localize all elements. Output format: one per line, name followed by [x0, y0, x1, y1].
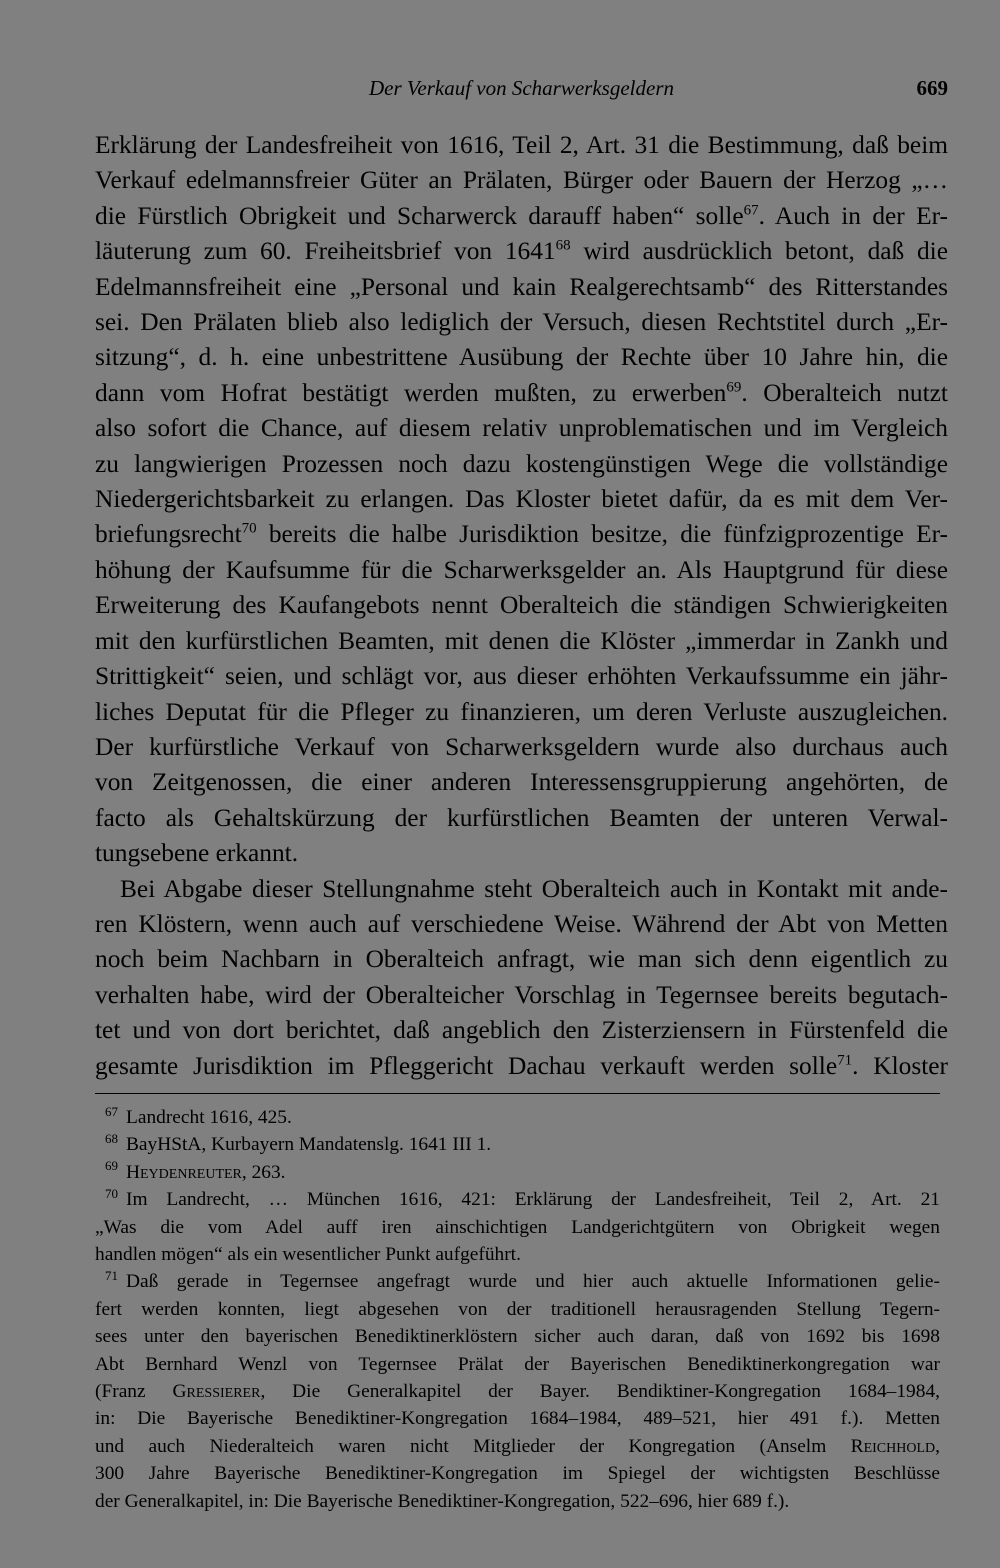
- footnote-number: 68: [105, 1130, 118, 1146]
- footnote-69: [95, 1159, 940, 1186]
- footnote-line: [95, 1433, 940, 1460]
- text-line: ren Klöstern, wenn auch auf verschiedene Weise. Während der Abt von Metten: [95, 909, 948, 938]
- author-name: Gressierer: [172, 1381, 261, 1403]
- text-segment: die Fürstlich Obrigkeit und Scharwerck darauff haben“ solle: [95, 201, 744, 230]
- footnote-ref[interactable]: 68: [555, 237, 571, 254]
- text-line: tungsebene erkannt.: [95, 839, 299, 868]
- text-line: Erweiterung des Kaufangebots nennt Oberalteich die ständigen Schwierigkeiten: [95, 591, 948, 620]
- footnote-number: 70: [105, 1185, 118, 1201]
- text-line: von Zeitgenossen, die einer anderen Interessensgruppierung angehörten, de: [95, 768, 948, 797]
- footnote-divider: [95, 1093, 940, 1094]
- text-segment: . Auch in der Er-: [758, 201, 948, 230]
- text-line: noch beim Nachbarn in Oberalteich anfragt, wie man sich denn eigentlich zu: [95, 945, 948, 974]
- footnote-number: 67: [105, 1103, 118, 1119]
- footnote-ref[interactable]: 70: [241, 521, 257, 537]
- footnote-71: [95, 1268, 940, 1295]
- footnote-text: Landrecht 1616, 425.: [126, 1107, 292, 1128]
- author-name: Reichhold: [850, 1435, 936, 1457]
- text-line: mit den kurfürstlichen Beamten, mit denen die Klöster „immerdar in Zankh und: [95, 626, 948, 655]
- footnote-line: [95, 1378, 940, 1405]
- text-line: tet und von dort berichtet, daß angeblich den Zisterziensern in Fürstenfeld die: [95, 1016, 948, 1045]
- text-line: zu langwierigen Prozessen noch dazu kostengünstigen Wege die vollständige: [95, 449, 948, 478]
- text-line: liches Deputat für die Pfleger zu finanzieren, um deren Verluste auszugleichen.: [95, 697, 948, 726]
- text-segment: läuterung zum 60. Freiheitsbrief von 1641: [95, 237, 556, 266]
- footnote-68: [95, 1131, 940, 1158]
- text-segment: wird ausdrücklich betont, daß die: [570, 237, 948, 266]
- footnote-line: handlen mögen“ als ein wesentlicher Punkt aufgeführt.: [95, 1244, 521, 1266]
- text-line: [95, 376, 948, 411]
- footnote-67: [95, 1104, 940, 1131]
- footnote-text: BayHStA, Kurbayern Mandatenslg. 1641 III 1.: [126, 1134, 492, 1156]
- text-segment: bereits die halbe Jurisdiktion besitze, die fünfzigprozentige Er-: [256, 520, 948, 549]
- text-line: verhalten habe, wird der Oberalteicher Vorschlag in Tegernsee bereits begutach-: [95, 980, 948, 1009]
- text-line: [95, 234, 948, 269]
- body-text: [95, 128, 948, 1084]
- text-segment: . Oberalteich nutzt: [741, 378, 948, 407]
- footnote-line: 300 Jahre Bayerische Benediktiner-Kongregation im Spiegel der wichtigsten Beschlüsse: [95, 1463, 940, 1485]
- text-line: Der kurfürstliche Verkauf von Scharwerksgeldern wurde also durchaus auch: [95, 732, 948, 761]
- footnote-text: Heydenreuter, 263.: [126, 1161, 286, 1183]
- footnote-line: fert werden konnten, liegt abgesehen von der traditionell herausragenden Stellung Tegern-: [95, 1298, 940, 1320]
- text-segment: gesamte Jurisdiktion im Pfleggericht Dachau verkauft werden solle: [95, 1051, 838, 1080]
- text-line: sitzung“, d. h. eine unbestrittene Ausübung der Rechte über 10 Jahre hin, die: [95, 343, 948, 372]
- text-line: Edelmannsfreiheit eine „Personal und kain Realgerechtsamb“ des Ritterstandes: [95, 272, 948, 301]
- text-segment: . Kloster: [852, 1051, 948, 1080]
- text-line: sei. Den Prälaten blieb also lediglich der Versuch, diesen Rechtstitel durch „Er-: [95, 308, 948, 337]
- footnote-text: Im Landrecht, … München 1616, 421: Erklärung der Landesfreiheit, Teil 2, Art. 21: [126, 1189, 940, 1211]
- text-line: also sofort die Chance, auf diesem relativ unproblematischen und im Vergleich: [95, 414, 948, 443]
- text-line: Bei Abgabe dieser Stellungnahme steht Oberalteich auch in Kontakt mit ande-: [120, 874, 948, 903]
- text-line: [95, 517, 948, 552]
- footnotes: [95, 1104, 940, 1515]
- text-segment: (Franz: [95, 1381, 173, 1403]
- running-title: Der Verkauf von Scharwerksgeldern: [368, 76, 674, 100]
- text-line: [95, 1049, 948, 1084]
- footnote-line: Abt Bernhard Wenzl von Tegernsee Prälat der Bayerischen Benediktinerkongregation war: [95, 1353, 940, 1375]
- running-head: [95, 72, 948, 104]
- text-line: Niedergerichtsbarkeit zu erlangen. Das Kloster bietet dafür, da es mit dem Ver-: [95, 485, 948, 514]
- text-line: Verkauf edelmannsfreier Güter an Prälaten, Bürger oder Bauern der Herzog „…: [95, 166, 948, 195]
- footnote-ref[interactable]: 69: [726, 379, 742, 396]
- footnote-line: in: Die Bayerische Benediktiner-Kongregation 1684–1984, 489–521, hier 491 f.). Metten: [95, 1408, 940, 1430]
- footnote-ref[interactable]: 67: [743, 202, 759, 219]
- text-line: höhung der Kaufsumme für die Scharwerksgelder an. Als Hauptgrund für diese: [95, 555, 948, 584]
- footnote-ref[interactable]: 71: [837, 1052, 853, 1069]
- footnote-text: Daß gerade in Tegernsee angefragt wurde und hier auch aktuelle Informationen gelie-: [126, 1271, 940, 1293]
- text-segment: ,: [935, 1435, 940, 1457]
- footnote-number: 69: [105, 1158, 118, 1174]
- footnote-line: „Was die vom Adel auff iren ainschichtigen Landgerichtgütern von Obrigkeit wegen: [95, 1216, 940, 1238]
- text-segment: , Die Generalkapitel der Bayer. Bendiktiner-Kongregation 1684–1984,: [260, 1381, 940, 1403]
- footnote-number: 71: [105, 1267, 118, 1283]
- text-line: Strittigkeit“ seien, und schlägt vor, aus dieser erhöhten Verkaufssumme ein jähr-: [95, 662, 948, 691]
- footnote-70: [95, 1186, 940, 1213]
- text-line: facto als Gehaltskürzung der kurfürstlichen Beamten der unteren Verwal-: [95, 803, 948, 832]
- footnote-line: sees unter den bayerischen Benediktinerklöstern sicher auch daran, daß von 1692 bis 1698: [95, 1326, 940, 1348]
- text-segment: und auch Niederalteich waren nicht Mitglieder der Kongregation (Anselm: [95, 1435, 851, 1457]
- footnote-line: der Generalkapitel, in: Die Bayerische Benediktiner-Kongregation, 522–696, hier 689 f.).: [95, 1490, 790, 1512]
- text-segment: briefungsrecht: [95, 520, 242, 549]
- page-number: 669: [916, 76, 948, 100]
- text-segment: dann vom Hofrat bestätigt werden mußten, zu erwerben: [95, 378, 727, 407]
- text-line: Erklärung der Landesfreiheit von 1616, Teil 2, Art. 31 die Bestimmung, daß beim: [95, 131, 948, 159]
- text-line: [95, 199, 948, 234]
